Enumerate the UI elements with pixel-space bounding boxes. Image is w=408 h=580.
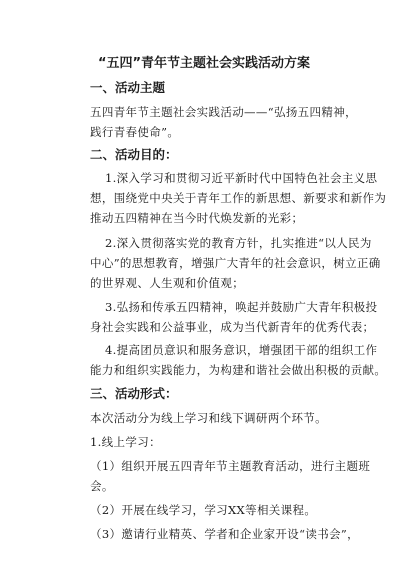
purpose-item-1-line-3: 推动五四精神在当今时代焕发新的光彩； [90, 211, 304, 225]
section-heading-purpose: 二、活动目的： [90, 147, 178, 162]
section-heading-form: 三、活动形式： [90, 386, 178, 401]
online-item-1-line-2: 会。 [90, 479, 114, 493]
online-item-3: （3）邀请行业精英、学者和企业家开设“读书会”， [90, 527, 359, 541]
online-item-2: （2）开展在线学习，学习XX等相关课程。 [90, 503, 317, 517]
online-learning-subheading: 1.线上学习： [90, 435, 161, 449]
theme-text-line-2: 践行青春使命”。 [90, 125, 180, 139]
purpose-item-2-line-3: 的世界观、人生观和价值观； [90, 276, 245, 290]
purpose-item-1-line-2: 想，围绕党中央关于青年工作的新思想、新要求和新作为 [90, 191, 387, 205]
form-intro-text: 本次活动分为线上学习和线下调研两个环节。 [90, 411, 327, 425]
purpose-item-3-line-1: 3.弘扬和传承五四精神，唤起并鼓励广大青年积极投 [105, 300, 378, 314]
purpose-item-2-line-2: 中心”的思想教育，增强广大青年的社会意识，树立正确 [90, 256, 381, 270]
purpose-item-3-line-2: 身社会实践和公益事业，成为当代新青年的优秀代表； [90, 320, 375, 334]
section-heading-theme: 一、活动主题 [90, 80, 166, 95]
online-item-1-line-1: （1）组织开展五四青年节主题教育活动，进行主题班 [90, 459, 371, 473]
purpose-item-2-line-1: 2.深入贯彻落实党的教育方针，扎实推进“以人民为 [105, 236, 372, 250]
purpose-item-4-line-2: 能力和组织实践能力，为构建和谐社会做出积极的贡献。 [90, 363, 387, 377]
document-title: “五四”青年节主题社会实践活动方案 [97, 56, 311, 71]
purpose-item-4-line-1: 4.提高团员意识和服务意识，增强团干部的组织工作 [105, 343, 378, 357]
theme-text-line-1: 五四青年节主题社会实践活动——“弘扬五四精神， [90, 105, 357, 119]
purpose-item-1-line-1: 1.深入学习和贯彻习近平新时代中国特色社会主义思 [105, 171, 378, 185]
